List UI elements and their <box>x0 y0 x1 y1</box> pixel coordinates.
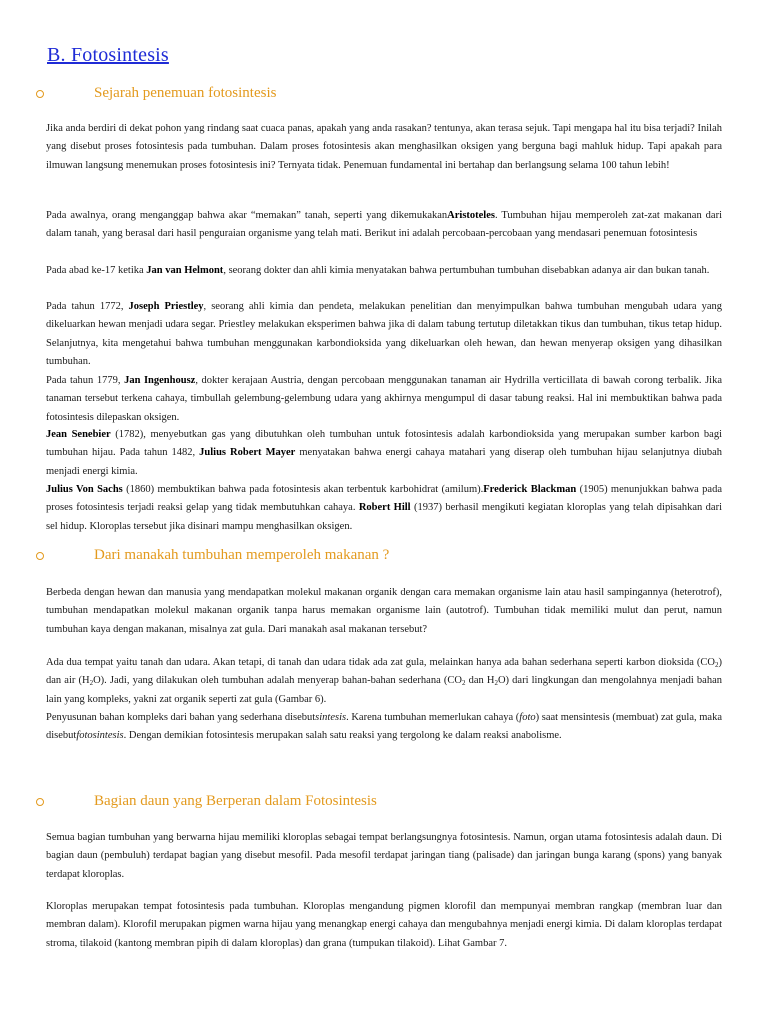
paragraph: Semua bagian tumbuhan yang berwarna hijau memiliki kloroplas sebagai tempat berlangsungnya fotosintesis. Namun, organ utama fotosintesis adalah daun. Di bagian daun (pembuluh) terdapat bagian yang disebut mesofil. Pada mesofil terdapat jaringan tiang (palisade) dan jaringan bunga karang (spons) yang banyak terdapat kloroplas. <box>46 832 722 880</box>
name-helmont: Jan van Helmont <box>146 265 224 276</box>
name-ingenhousz: Jan Ingenhousz <box>124 375 196 386</box>
name-hill: Robert Hill <box>358 502 411 514</box>
name-priestley: Joseph Priestley <box>128 301 204 312</box>
section-heading-text: Sejarah penemuan fotosintesis <box>94 85 277 101</box>
name-sachs: Julius Von Sachs <box>46 484 123 495</box>
bullet-circle-icon <box>36 798 44 806</box>
section-heading-daun <box>36 793 736 810</box>
section-heading-sejarah <box>36 85 736 102</box>
paragraph: Julius Von Sachs (1860) membuktikan bahwa pada fotosintesis akan terbentuk karbohidrat (amilum).Frederick Blackman (1905) menunjukkan bahwa pada proses fotosintesis terjadi reaksi gelap yang tidak membutuhkan cahaya. Robert Hill (1937) berhasil mengikuti kegiatan kloroplas yang telah dipisahkan dari sel hidup. Kloroplas tersebut jika disinari mampu menghasilkan oksigen. <box>46 484 722 532</box>
page-title: B. Fotosintesis <box>47 44 169 66</box>
name-aristoteles: Aristoteles <box>447 210 495 221</box>
bullet-circle-icon <box>36 552 44 560</box>
name-mayer: Julius Robert Mayer <box>199 447 296 459</box>
paragraph: Pada awalnya, orang menganggap bahwa akar “memakan” tanah, seperti yang dikemukakanAristoteles. Tumbuhan hijau memperoleh zat-zat makanan dari dalam tanah, yang berasal dari hasil penguraian organisme yang telah mati. Berikut ini adalah percobaan-percobaan yang mendasari penemuan fotosintesis <box>46 210 722 240</box>
name-blackman: Frederick Blackman <box>483 484 577 495</box>
paragraph: Jika anda berdiri di dekat pohon yang rindang saat cuaca panas, apakah yang anda rasakan? tentunya, akan terasa sejuk. Tapi mengapa hal itu bisa terjadi? Inilah yang disebut proses fotosintesis pada tumbuhan. Dalam proses fotosintesis akan menghasilkan oksigen yang berguna bagi mahluk hidup. Tapi apakah para ilmuwan langsung menemukan proses fotosintesis ini? Ternyata tidak. Penemuan fundamental ini bertahap dan berlangsung selama 100 tahun lebih! <box>46 123 722 171</box>
paragraph: Jean Senebier (1782), menyebutkan gas yang dibutuhkan oleh tumbuhan untuk fotosintesis adalah karbondioksida yang merupakan sumber karbon bagi tumbuhan hijau. Pada tahun 1482, Julius Robert Mayer menyatakan bahwa energi cahaya matahari yang diserap oleh tumbuhan hijau selanjutnya diubah menjadi energi kimia. <box>46 429 723 477</box>
paragraph: Ada dua tempat yaitu tanah dan udara. Akan tetapi, di tanah dan udara tidak ada zat gula, melainkan hanya ada bahan sederhana seperti karbon dioksida $(CO_2)$ dan air $(H_2O)$. Jadi, yang dilakukan oleh tumbuhan adalah menyerap bahan-bahan sederhana ($CO_2$ dan $H_2O$) dari lingkungan dan mengolahnya menjadi bahan lain yang kompleks, yakni zat organik seperti zat gula (Gambar 6). <box>46 657 722 705</box>
paragraph: Pada abad ke-17 ketika Jan van Helmont, seorang dokter dan ahli kimia menyatakan bahwa pertumbuhan tumbuhan disebabkan adanya air dan bukan tanah. <box>46 265 710 276</box>
paragraph: Berbeda dengan hewan dan manusia yang mendapatkan molekul makanan organik dengan cara memakan organisme lain atau hasil sampingannya (heterotrof), tumbuhan mendapatkan molekul makanan organik tanpa harus memakan organisme lain (autotrof). Tumbuhan tidak memiliki mulut dan perut, namun tumbuhan kaya dengan makanan, misalnya zat gula. Dari manakah asal makanan tersebut? <box>46 587 722 635</box>
section-heading-text: Bagian daun yang Berperan dalam Fotosintesis <box>94 793 377 809</box>
paragraph: Kloroplas merupakan tempat fotosintesis pada tumbuhan. Kloroplas mengandung pigmen klorofil dan mempunyai membran rangkap (membran luar dan membran dalam). Klorofil merupakan pigmen warna hijau yang menangkap energi cahaya dan mengubahnya menjadi energi kimia. Di dalam kloroplas terdapat stroma, tilakoid (kantong membran pipih di dalam kloroplas) dan grana (tumpukan tilakoid). Lihat Gambar 7. <box>46 901 722 949</box>
paragraph: Penyusunan bahan kompleks dari bahan yang sederhana disebutsintesis. Karena tumbuhan memerlukan cahaya (foto) saat mensintesis (membuat) zat gula, maka disebutfotosintesis. Dengan demikian fotosintesis merupakan salah satu reaksi yang tergolong ke dalam reaksi anabolisme. <box>46 712 722 742</box>
paragraph: Pada tahun 1772, Joseph Priestley, seorang ahli kimia dan pendeta, melakukan penelitian dan menyimpulkan bahwa tumbuhan mengubah udara yang dikeluarkan hewan menjadi udara segar. Priestley melakukan eksperimen bahwa jika di dalam tabung tertutup diletakkan tikus dan tumbuhan, tikus tetap hidup. Selanjutnya, kita mengetahui bahwa tumbuhan menggunakan karbondioksida yang dikeluarkan oleh hewan, dan hewan menyerap oksigen yang dihasilkan tumbuhan. <box>46 301 722 368</box>
section-heading-makanan <box>36 547 736 564</box>
paragraph: Pada tahun 1779, Jan Ingenhousz, dokter kerajaan Austria, dengan percobaan menggunakan tanaman air Hydrilla verticillata di bawah corong terbalik. Jika tanaman tersebut terkena cahaya, timbullah gelembung-gelembung udara yang akhirnya mengumpul di dasar tabung reaksi. Hal ini membuktikan bahwa pada fotosintesis dilepaskan oksigen. <box>46 375 722 423</box>
name-senebier: Jean Senebier <box>46 429 111 440</box>
section-heading-text: Dari manakah tumbuhan memperoleh makanan ? <box>94 547 390 563</box>
bullet-circle-icon <box>36 90 44 98</box>
